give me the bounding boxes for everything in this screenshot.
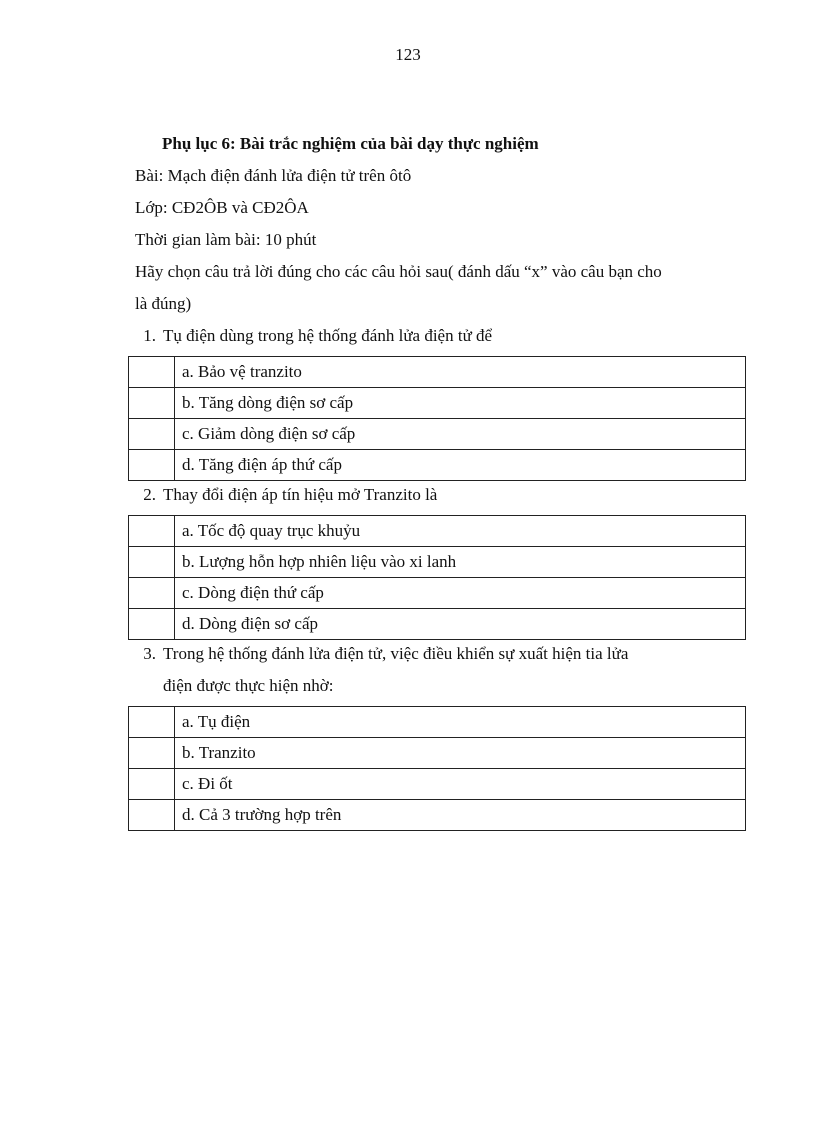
- question-text-line-1: Trong hệ thống đánh lửa điện tử, việc điều khiển sự xuất hiện tia lửa: [163, 644, 629, 663]
- question-3: [135, 642, 747, 706]
- answer-box[interactable]: [129, 800, 175, 831]
- option-text: c. Dòng điện thứ cấp: [175, 578, 746, 609]
- class-line: Lớp: CĐ2ÔB và CĐ2ÔA: [135, 198, 309, 217]
- question-text-line-2: điện được thực hiện nhờ:: [163, 676, 334, 695]
- answer-box[interactable]: [129, 547, 175, 578]
- lesson-line: Bài: Mạch điện đánh lửa điện tử trên ôtô: [135, 166, 412, 185]
- answer-box[interactable]: [129, 516, 175, 547]
- option-text: b. Tranzito: [175, 738, 746, 769]
- option-text: b. Lượng hỗn hợp nhiên liệu vào xi lanh: [175, 547, 746, 578]
- option-row: [129, 516, 746, 547]
- option-row: [129, 357, 746, 388]
- option-text: d. Dòng điện sơ cấp: [175, 609, 746, 640]
- option-row: [129, 547, 746, 578]
- appendix-heading: Phụ lục 6: Bài trắc nghiệm của bài dạy thực nghiệm: [162, 134, 539, 153]
- option-text: c. Đi ốt: [175, 769, 746, 800]
- question-3-options: [128, 706, 746, 831]
- question-2-options: [128, 515, 746, 640]
- answer-box[interactable]: [129, 357, 175, 388]
- question-text: Tụ điện dùng trong hệ thống đánh lửa điện tử để: [163, 326, 493, 345]
- question-number: 3.: [143, 644, 156, 663]
- time-line: Thời gian làm bài: 10 phút: [135, 230, 317, 249]
- option-row: [129, 769, 746, 800]
- instruction-line-1: Hãy chọn câu trả lời đúng cho các câu hỏi sau( đánh dấu “x” vào câu bạn cho: [135, 262, 662, 281]
- option-row: [129, 450, 746, 481]
- answer-box[interactable]: [129, 450, 175, 481]
- question-number: 2.: [143, 485, 156, 504]
- answer-box[interactable]: [129, 707, 175, 738]
- question-1: [135, 324, 747, 356]
- answer-box[interactable]: [129, 769, 175, 800]
- option-text: a. Bảo vệ tranzito: [175, 357, 746, 388]
- option-row: [129, 419, 746, 450]
- answer-box[interactable]: [129, 738, 175, 769]
- question-number: 1.: [143, 326, 156, 345]
- document-body: [135, 132, 747, 833]
- option-row: [129, 388, 746, 419]
- answer-box[interactable]: [129, 419, 175, 450]
- answer-box[interactable]: [129, 388, 175, 419]
- answer-box[interactable]: [129, 609, 175, 640]
- option-row: [129, 578, 746, 609]
- option-row: [129, 707, 746, 738]
- option-row: [129, 609, 746, 640]
- page-number: 123: [395, 45, 421, 64]
- option-text: a. Tốc độ quay trục khuỷu: [175, 516, 746, 547]
- instruction-line-2: là đúng): [135, 294, 192, 313]
- option-row: [129, 738, 746, 769]
- question-text: Thay đổi điện áp tín hiệu mở Tranzito là: [163, 485, 438, 504]
- question-text: [163, 638, 723, 706]
- option-text: b. Tăng dòng điện sơ cấp: [175, 388, 746, 419]
- option-text: d. Cả 3 trường hợp trên: [175, 800, 746, 831]
- option-text: d. Tăng điện áp thứ cấp: [175, 450, 746, 481]
- option-text: a. Tụ điện: [175, 707, 746, 738]
- option-text: c. Giảm dòng điện sơ cấp: [175, 419, 746, 450]
- option-row: [129, 800, 746, 831]
- answer-box[interactable]: [129, 578, 175, 609]
- question-2: [135, 483, 747, 515]
- question-1-options: [128, 356, 746, 481]
